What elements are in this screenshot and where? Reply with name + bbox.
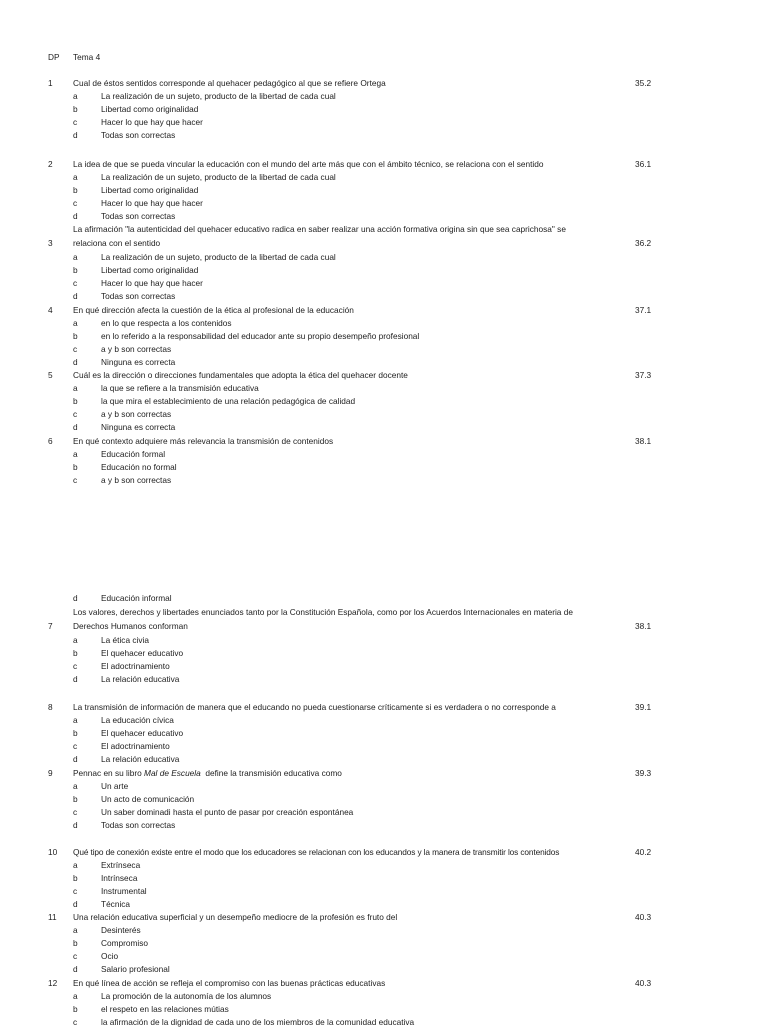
option-letter: a (73, 715, 78, 725)
option-letter: b (73, 648, 78, 658)
option-text: Todas son correctas (101, 291, 176, 301)
option-row (0, 780, 768, 793)
question-reference: 38.1 (635, 621, 652, 631)
option-text: Educación formal (101, 449, 166, 459)
option-letter: d (73, 211, 78, 221)
question-reference: 36.1 (635, 159, 652, 169)
option-row (0, 290, 768, 303)
option-letter: b (73, 396, 78, 406)
question-6 (0, 435, 768, 448)
option-text: Libertad como originalidad (101, 104, 199, 114)
option-row (0, 251, 768, 264)
option-text: el respeto en las relaciones mútias (101, 1004, 229, 1014)
option-row (0, 171, 768, 184)
option-letter: c (73, 807, 78, 817)
option-text: El quehacer educativo (101, 728, 184, 738)
option-letter: a (73, 318, 78, 328)
option-text: Hacer lo que hay que hacer (101, 117, 203, 127)
option-letter: a (73, 383, 78, 393)
option-text: la que mira el establecimiento de una relación pedagógica de calidad (101, 396, 356, 406)
question-text: Los valores, derechos y libertades enunciados tanto por la Constitución Española, como por los Acuerdos Internacionales en materia de (73, 607, 573, 617)
option-letter: c (73, 117, 78, 127)
option-row (0, 408, 768, 421)
option-row (0, 264, 768, 277)
option-letter: c (73, 1017, 78, 1027)
option-text: Instrumental (101, 886, 147, 896)
option-text: El adoctrinamiento (101, 661, 170, 671)
question-text: La afirmación "la autenticidad del quehacer educativo radica en saber realizar una acción formativa origina sin que sea caprichosa" se (73, 224, 566, 234)
option-letter: a (73, 449, 78, 459)
option-letter: d (73, 899, 78, 909)
option-text: Libertad como originalidad (101, 265, 199, 275)
option-text: Todas son correctas (101, 211, 176, 221)
question-10 (0, 846, 768, 859)
option-text: Un arte (101, 781, 129, 791)
header-code: DP (48, 52, 60, 62)
option-row (0, 356, 768, 369)
question-text: En qué dirección afecta la cuestión de la ética al profesional de la educación (73, 305, 354, 315)
option-letter: b (73, 728, 78, 738)
option-row (0, 421, 768, 434)
option-letter: c (73, 475, 78, 485)
option-letter: d (73, 964, 78, 974)
option-letter: d (73, 422, 78, 432)
option-row (0, 330, 768, 343)
option-text: La realización de un sujeto, producto de la libertad de cada cual (101, 252, 336, 262)
option-text: Compromiso (101, 938, 149, 948)
option-text: La ética civia (101, 635, 149, 645)
option-row (0, 343, 768, 356)
option-text: El adoctrinamiento (101, 741, 170, 751)
option-letter: d (73, 130, 78, 140)
option-letter: b (73, 873, 78, 883)
question-number: 1 (48, 78, 53, 88)
option-text: La relación educativa (101, 674, 180, 684)
question-reference: 40.2 (635, 847, 652, 857)
book-title: Mal de Escuela (144, 768, 201, 778)
option-letter: c (73, 409, 78, 419)
question-number: 5 (48, 370, 53, 380)
question-reference: 40.3 (635, 978, 652, 988)
question-9 (0, 767, 768, 780)
option-text: Ninguna es correcta (101, 422, 176, 432)
question-reference: 38.1 (635, 436, 652, 446)
question-number: 2 (48, 159, 53, 169)
question-3-line-1 (0, 223, 768, 236)
question-reference: 39.3 (635, 768, 652, 778)
option-row (0, 129, 768, 142)
option-row (0, 474, 768, 487)
option-text: en lo referido a la responsabilidad del educador ante su propio desempeño profesional (101, 331, 420, 341)
option-row (0, 660, 768, 673)
option-letter: b (73, 938, 78, 948)
option-text: La educación cívica (101, 715, 174, 725)
option-text: Ninguna es correcta (101, 357, 176, 367)
question-text: En qué contexto adquiere más relevancia la transmisión de contenidos (73, 436, 334, 446)
question-11 (0, 911, 768, 924)
option-text: Educación informal (101, 593, 172, 603)
question-number: 11 (48, 912, 57, 922)
question-text (73, 767, 342, 780)
option-letter: c (73, 951, 78, 961)
option-letter: a (73, 860, 78, 870)
option-text: Educación no formal (101, 462, 177, 472)
header-topic: Tema 4 (73, 52, 101, 62)
option-text: Hacer lo que hay que hacer (101, 278, 203, 288)
option-row (0, 210, 768, 223)
option-row (0, 727, 768, 740)
question-2 (0, 158, 768, 171)
option-row (0, 1003, 768, 1016)
option-text: Todas son correctas (101, 130, 176, 140)
option-row (0, 116, 768, 129)
option-text: Salario profesional (101, 964, 170, 974)
option-letter: d (73, 593, 78, 603)
option-row (0, 673, 768, 686)
option-letter: a (73, 781, 78, 791)
option-row (0, 1016, 768, 1029)
question-text: Una relación educativa superficial y un desempeño mediocre de la profesión es fruto del (73, 912, 398, 922)
option-text: Intrínseca (101, 873, 138, 883)
option-row (0, 103, 768, 116)
question-7-line-1 (0, 606, 768, 619)
option-row (0, 819, 768, 832)
option-text: Extrínseca (101, 860, 141, 870)
option-letter: d (73, 357, 78, 367)
question-text: Derechos Humanos conforman (73, 621, 188, 631)
option-text: La realización de un sujeto, producto de la libertad de cada cual (101, 91, 336, 101)
question-8 (0, 701, 768, 714)
option-letter: b (73, 462, 78, 472)
option-row (0, 859, 768, 872)
option-row (0, 806, 768, 819)
option-row (0, 793, 768, 806)
option-row (0, 753, 768, 766)
option-letter: b (73, 331, 78, 341)
option-row (0, 740, 768, 753)
option-row (0, 990, 768, 1003)
question-text-pre: Pennac en su libro (73, 768, 145, 778)
question-1 (0, 77, 768, 90)
option-text: La relación educativa (101, 754, 180, 764)
question-text: Qué tipo de conexión existe entre el modo que los educadores se relacionan con los educandos y la manera de transmitir los contenidos (73, 847, 560, 857)
option-letter: b (73, 185, 78, 195)
question-text: En qué línea de acción se refleja el compromiso con las buenas prácticas educativas (73, 978, 386, 988)
question-text: La idea de que se pueda vincular la educación con el mundo del arte más que con el ámbito técnico, se relaciona con el sentido (73, 159, 544, 169)
question-number: 3 (48, 238, 53, 248)
option-row (0, 277, 768, 290)
option-letter: d (73, 291, 78, 301)
question-text-post: define la transmisión educativa como (200, 768, 342, 778)
option-text: la afirmación de la dignidad de cada uno de los miembros de la comunidad educativa (101, 1017, 415, 1027)
option-row (0, 950, 768, 963)
option-letter: a (73, 991, 78, 1001)
option-row (0, 197, 768, 210)
option-text: Desinterés (101, 925, 141, 935)
option-row (0, 90, 768, 103)
option-row (0, 184, 768, 197)
option-row (0, 395, 768, 408)
option-letter: c (73, 344, 78, 354)
question-7 (0, 620, 768, 633)
option-text: Ocio (101, 951, 119, 961)
option-letter: a (73, 172, 78, 182)
option-text: La realización de un sujeto, producto de la libertad de cada cual (101, 172, 336, 182)
option-letter: b (73, 265, 78, 275)
question-3 (0, 237, 768, 250)
option-text: Hacer lo que hay que hacer (101, 198, 203, 208)
option-text: Un acto de comunicación (101, 794, 195, 804)
option-row (0, 634, 768, 647)
option-row (0, 885, 768, 898)
option-row (0, 963, 768, 976)
option-letter: d (73, 820, 78, 830)
option-text: Técnica (101, 899, 131, 909)
option-text: a y b son correctas (101, 475, 172, 485)
question-number: 12 (48, 978, 58, 988)
question-reference: 37.3 (635, 370, 652, 380)
option-letter: c (73, 198, 78, 208)
option-text: Todas son correctas (101, 820, 176, 830)
option-letter: b (73, 1004, 78, 1014)
question-text: relaciona con el sentido (73, 238, 161, 248)
option-row (0, 448, 768, 461)
option-row (0, 647, 768, 660)
option-row (0, 317, 768, 330)
option-row (0, 872, 768, 885)
option-letter: d (73, 674, 78, 684)
question-text: Cuál es la dirección o direcciones fundamentales que adopta la ética del quehacer docente (73, 370, 408, 380)
option-letter: c (73, 278, 78, 288)
question-number: 4 (48, 305, 53, 315)
question-reference: 40.3 (635, 912, 652, 922)
option-row (0, 924, 768, 937)
question-reference: 37.1 (635, 305, 652, 315)
question-text: Cual de éstos sentidos corresponde al quehacer pedagógico al que se refiere Ortega (73, 78, 386, 88)
option-letter: c (73, 741, 78, 751)
option-letter: b (73, 104, 78, 114)
option-letter: b (73, 794, 78, 804)
question-reference: 35.2 (635, 78, 652, 88)
option-letter: c (73, 886, 78, 896)
question-number: 6 (48, 436, 53, 446)
question-number: 10 (48, 847, 58, 857)
question-number: 7 (48, 621, 53, 631)
option-row (0, 382, 768, 395)
option-letter: a (73, 252, 78, 262)
question-reference: 39.1 (635, 702, 652, 712)
option-text: El quehacer educativo (101, 648, 184, 658)
document-header (0, 51, 768, 64)
question-text: La transmisión de información de manera que el educando no pueda cuestionarse críticamente si es verdadera o no corresponde a (73, 702, 556, 712)
option-row (0, 461, 768, 474)
question-4 (0, 304, 768, 317)
option-row (0, 898, 768, 911)
option-text: la que se refiere a la transmisión educativa (101, 383, 259, 393)
option-text: La promoción de la autonomía de los alumnos (101, 991, 272, 1001)
question-12 (0, 977, 768, 990)
question-number: 9 (48, 768, 53, 778)
option-letter: a (73, 925, 78, 935)
option-text: a y b son correctas (101, 409, 172, 419)
option-letter: a (73, 91, 78, 101)
question-5 (0, 369, 768, 382)
option-row (0, 592, 768, 605)
option-row (0, 714, 768, 727)
option-letter: c (73, 661, 78, 671)
option-row (0, 937, 768, 950)
option-text: en lo que respecta a los contenidos (101, 318, 232, 328)
option-letter: d (73, 754, 78, 764)
option-text: Un saber dominadi hasta el punto de pasar por creación espontánea (101, 807, 354, 817)
option-letter: a (73, 635, 78, 645)
option-text: Libertad como originalidad (101, 185, 199, 195)
option-text: a y b son correctas (101, 344, 172, 354)
question-reference: 36.2 (635, 238, 652, 248)
question-number: 8 (48, 702, 53, 712)
